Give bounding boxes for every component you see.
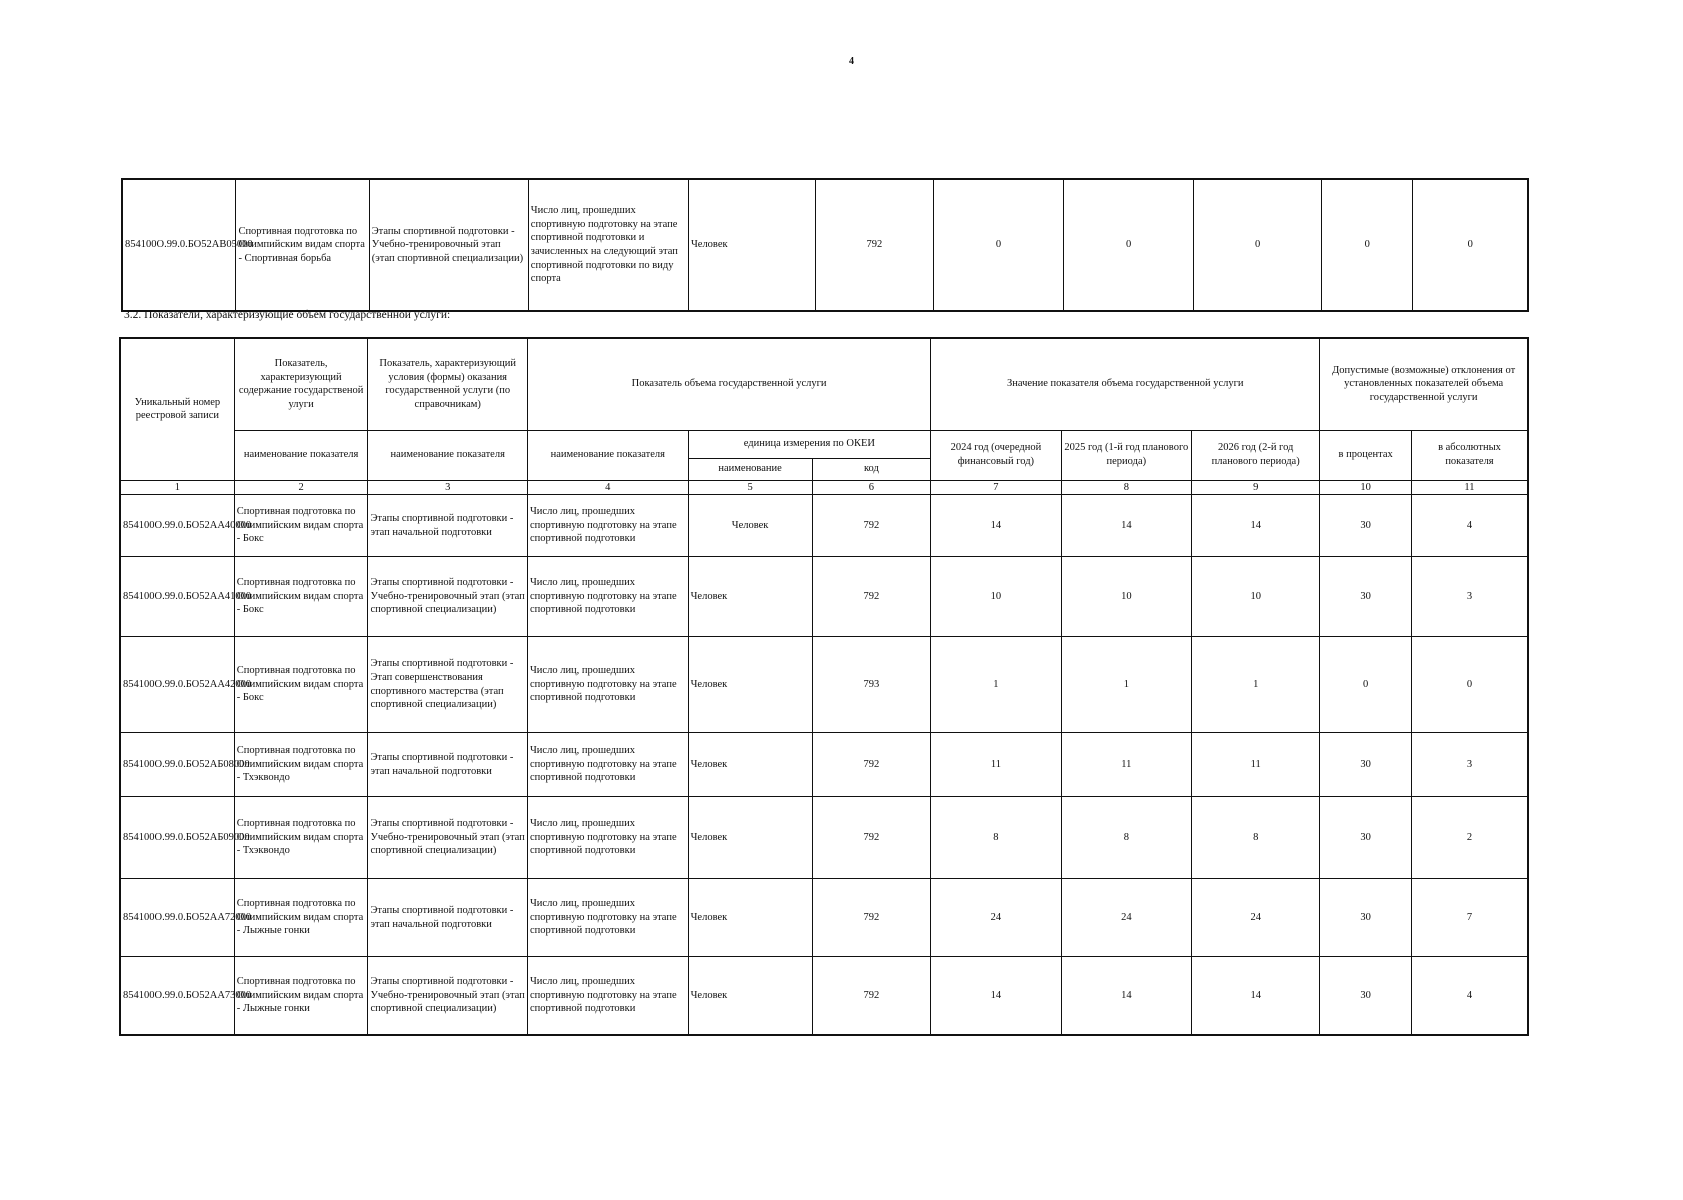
section-title: 3.2. Показатели, характеризующие объем государственной услуги:: [124, 309, 451, 321]
value-2026-cell: 11: [1192, 733, 1320, 797]
value-2025-cell: 14: [1061, 495, 1191, 557]
content-cell: Спортивная подготовка по Олимпийским видам спорта - Бокс: [234, 637, 368, 733]
page-number: 4: [849, 56, 854, 67]
value-2026-cell: 8: [1192, 797, 1320, 879]
content-cell: Спортивная подготовка по Олимпийским видам спорта - Тхэквондо: [234, 797, 368, 879]
volume-indicators-table: [119, 337, 1529, 1036]
condition-cell: Этапы спортивной подготовки - Учебно-тренировочный этап (этап спортивной специализации): [368, 797, 528, 879]
header-okei-code: код: [812, 458, 931, 480]
reg-num-cell: 854100О.99.0.БО52АБ08000: [120, 733, 234, 797]
header-volume: Показатель объема государственной услуги: [527, 338, 930, 430]
table-row: [120, 557, 1528, 637]
content-cell: Спортивная подготовка по Олимпийским видам спорта - Лыжные гонки: [234, 879, 368, 957]
table-row: [120, 733, 1528, 797]
absolute-cell: 3: [1411, 557, 1528, 637]
header-condition: Показатель, характеризующий условия (формы) оказания государственной услуги (по справочникам): [368, 338, 528, 430]
unit-cell: Человек: [688, 733, 812, 797]
indicator-cell: Число лиц, прошедших спортивную подготовку на этапе спортивной подготовки: [527, 495, 688, 557]
column-number: 6: [812, 480, 931, 495]
value-2026-cell: 14: [1192, 957, 1320, 1035]
header-absolute: в абсолютных показателя: [1411, 430, 1528, 480]
indicator-cell: Число лиц, прошедших спортивную подготовку на этапе спортивной подготовки: [527, 879, 688, 957]
table-row: [120, 495, 1528, 557]
reg-num-cell: 854100О.99.0.БО52АБ09000: [120, 797, 234, 879]
absolute-cell: 0: [1413, 179, 1528, 311]
absolute-cell: 2: [1411, 797, 1528, 879]
header-okei: единица измерения по ОКЕИ: [688, 430, 931, 458]
absolute-cell: 0: [1411, 637, 1528, 733]
value-2025-cell: 8: [1061, 797, 1191, 879]
value-2025-cell: 24: [1061, 879, 1191, 957]
reg-num-cell: 854100О.99.0.БО52АА42000: [120, 637, 234, 733]
indicator-cell: Число лиц, прошедших спортивную подготовку на этапе спортивной подготовки: [527, 733, 688, 797]
code-cell: 792: [812, 797, 931, 879]
code-cell: 793: [812, 637, 931, 733]
table-row: [122, 179, 1528, 311]
percent-cell: 30: [1320, 557, 1412, 637]
value-2024-cell: 8: [931, 797, 1061, 879]
header-2026: 2026 год (2-й год планового периода): [1192, 430, 1320, 480]
quality-table-continuation: [121, 178, 1529, 312]
value-2025-cell: 14: [1061, 957, 1191, 1035]
percent-cell: 30: [1320, 879, 1412, 957]
code-cell: 792: [812, 733, 931, 797]
content-cell: Спортивная подготовка по Олимпийским видам спорта - Лыжные гонки: [234, 957, 368, 1035]
header-content-name: наименование показателя: [234, 430, 368, 480]
value-2024-cell: 11: [931, 733, 1061, 797]
column-number: 9: [1192, 480, 1320, 495]
table-row: [120, 957, 1528, 1035]
indicator-cell: Число лиц, прошедших спортивную подготовку на этапе спортивной подготовки: [527, 957, 688, 1035]
unit-cell: Человек: [688, 957, 812, 1035]
reg-num-cell: 854100О.99.0.БО52АА40000: [120, 495, 234, 557]
value-2024-cell: 0: [934, 179, 1064, 311]
header-deviations: Допустимые (возможные) отклонения от установленных показателей объема государственной услуги: [1320, 338, 1528, 430]
column-number: 7: [931, 480, 1061, 495]
reg-num-cell: 854100О.99.0.БО52АА72000: [120, 879, 234, 957]
value-2025-cell: 11: [1061, 733, 1191, 797]
column-number: 3: [368, 480, 528, 495]
header-content: Показатель, характеризующий содержание государственой улуги: [234, 338, 368, 430]
header-reg-num: Уникальный номер реестровой записи: [120, 338, 234, 480]
unit-cell: Человек: [688, 557, 812, 637]
header-2024: 2024 год (очередной финансовый год): [931, 430, 1061, 480]
unit-cell: Человек: [688, 879, 812, 957]
header-2025: 2025 год (1-й год планового периода): [1061, 430, 1191, 480]
header-row-2: [120, 430, 1528, 458]
value-2026-cell: 10: [1192, 557, 1320, 637]
value-2026-cell: 0: [1194, 179, 1322, 311]
header-percent: в процентах: [1320, 430, 1412, 480]
absolute-cell: 3: [1411, 733, 1528, 797]
column-number-row: [120, 480, 1528, 495]
value-2025-cell: 10: [1061, 557, 1191, 637]
column-number: 10: [1320, 480, 1412, 495]
percent-cell: 30: [1320, 733, 1412, 797]
unit-cell: Человек: [688, 179, 815, 311]
indicator-cell: Число лиц, прошедших спортивную подготовку на этапе спортивной подготовки и зачисленных на следующий этап спортивной подготовки по виду спорта: [528, 179, 688, 311]
reg-num-cell: 854100О.99.0.БО52АА73000: [120, 957, 234, 1035]
value-2024-cell: 24: [931, 879, 1061, 957]
unit-cell: Человек: [688, 637, 812, 733]
percent-cell: 0: [1322, 179, 1413, 311]
reg-num-cell: 854100О.99.0.БО52АВ05000: [122, 179, 236, 311]
content-cell: Спортивная подготовка по Олимпийским видам спорта - Спортивная борьба: [236, 179, 369, 311]
percent-cell: 0: [1320, 637, 1412, 733]
column-number: 8: [1061, 480, 1191, 495]
unit-cell: Человек: [688, 495, 812, 557]
condition-cell: Этапы спортивной подготовки - Учебно-тренировочный этап (этап спортивной специализации): [369, 179, 528, 311]
condition-cell: Этапы спортивной подготовки - этап начальной подготовки: [368, 495, 528, 557]
column-number: 2: [234, 480, 368, 495]
table-row: [120, 879, 1528, 957]
table-row: [120, 797, 1528, 879]
code-cell: 792: [812, 957, 931, 1035]
condition-cell: Этапы спортивной подготовки - этап начальной подготовки: [368, 733, 528, 797]
content-cell: Спортивная подготовка по Олимпийским видам спорта - Бокс: [234, 557, 368, 637]
indicator-cell: Число лиц, прошедших спортивную подготовку на этапе спортивной подготовки: [527, 637, 688, 733]
code-cell: 792: [812, 495, 931, 557]
header-volume-name: наименование показателя: [527, 430, 688, 480]
value-2024-cell: 10: [931, 557, 1061, 637]
column-number: 5: [688, 480, 812, 495]
value-2024-cell: 14: [931, 495, 1061, 557]
column-number: 4: [527, 480, 688, 495]
absolute-cell: 4: [1411, 495, 1528, 557]
condition-cell: Этапы спортивной подготовки - Учебно-тренировочный этап (этап спортивной специализации): [368, 957, 528, 1035]
unit-cell: Человек: [688, 797, 812, 879]
header-row-1: [120, 338, 1528, 430]
value-2026-cell: 24: [1192, 879, 1320, 957]
table-row: [120, 637, 1528, 733]
value-2026-cell: 14: [1192, 495, 1320, 557]
value-2026-cell: 1: [1192, 637, 1320, 733]
indicator-cell: Число лиц, прошедших спортивную подготовку на этапе спортивной подготовки: [527, 797, 688, 879]
reg-num-cell: 854100О.99.0.БО52АА41000: [120, 557, 234, 637]
indicator-cell: Число лиц, прошедших спортивную подготовку на этапе спортивной подготовки: [527, 557, 688, 637]
content-cell: Спортивная подготовка по Олимпийским видам спорта - Бокс: [234, 495, 368, 557]
percent-cell: 30: [1320, 957, 1412, 1035]
header-values: Значение показателя объема государственной услуги: [931, 338, 1320, 430]
value-2025-cell: 1: [1061, 637, 1191, 733]
code-cell: 792: [812, 557, 931, 637]
condition-cell: Этапы спортивной подготовки - этап начальной подготовки: [368, 879, 528, 957]
content-cell: Спортивная подготовка по Олимпийским видам спорта - Тхэквондо: [234, 733, 368, 797]
absolute-cell: 7: [1411, 879, 1528, 957]
value-2024-cell: 1: [931, 637, 1061, 733]
value-2024-cell: 14: [931, 957, 1061, 1035]
value-2025-cell: 0: [1064, 179, 1194, 311]
column-number: 11: [1411, 480, 1528, 495]
condition-cell: Этапы спортивной подготовки - Этап совершенствования спортивного мастерства (этап спортивной специализации): [368, 637, 528, 733]
header-okei-name: наименование: [688, 458, 812, 480]
absolute-cell: 4: [1411, 957, 1528, 1035]
code-cell: 792: [815, 179, 933, 311]
column-number: 1: [120, 480, 234, 495]
percent-cell: 30: [1320, 797, 1412, 879]
header-condition-name: наименование показателя: [368, 430, 528, 480]
percent-cell: 30: [1320, 495, 1412, 557]
condition-cell: Этапы спортивной подготовки - Учебно-тренировочный этап (этап спортивной специализации): [368, 557, 528, 637]
code-cell: 792: [812, 879, 931, 957]
